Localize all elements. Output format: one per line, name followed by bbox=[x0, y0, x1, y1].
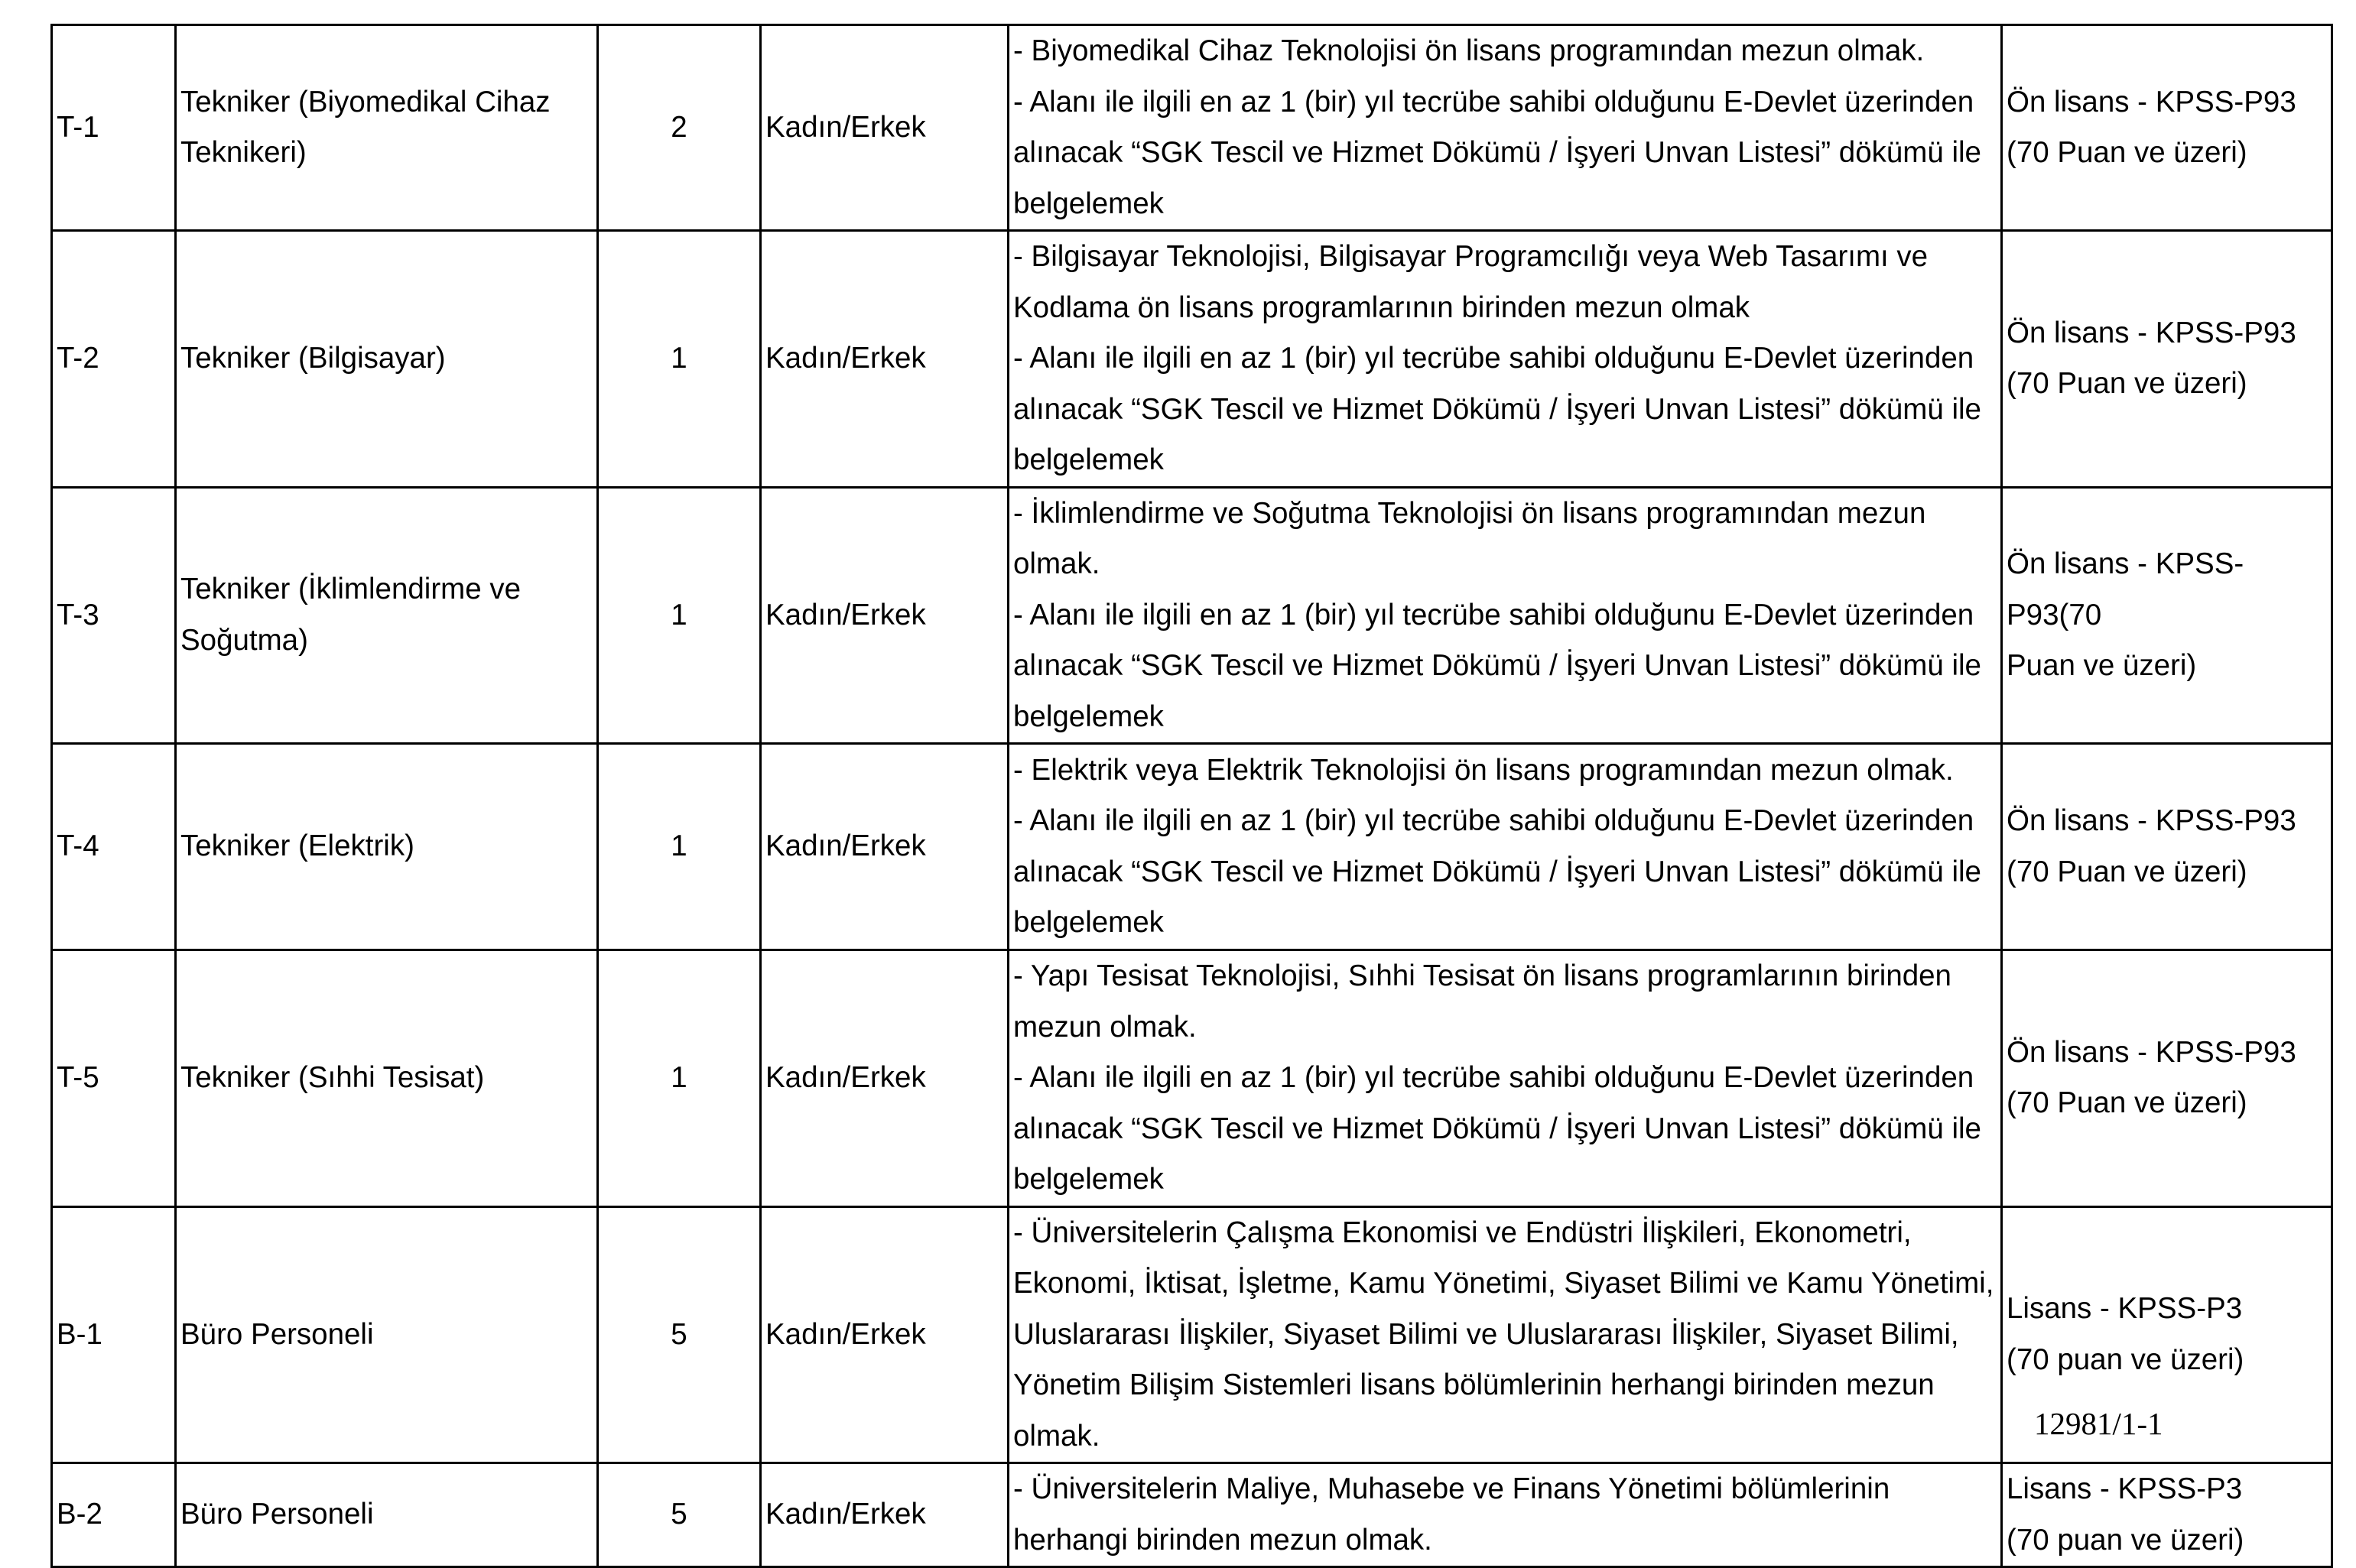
position-count: 5 bbox=[598, 1463, 761, 1567]
position-title: Tekniker (İklimlendirme ve Soğutma) bbox=[176, 487, 598, 744]
requirement-line: - Alanı ile ilgili en az 1 (bir) yıl tecrübe sahibi olduğunu E-Devlet üzerinden alınacak “SGK Tescil ve Hizmet Dökümü / İşyeri Unvan Listesi” dökümü ile belgelemek bbox=[1013, 598, 1981, 733]
document-number: 12981/1-1 bbox=[2034, 1406, 2163, 1441]
position-code: T-4 bbox=[52, 744, 176, 950]
exam-criteria: Ön lisans - KPSS-P93 (70 Puan ve üzeri) bbox=[2002, 950, 2332, 1207]
requirements bbox=[1009, 487, 2002, 744]
requirement-line: - İklimlendirme ve Soğutma Teknolojisi ön lisans programından mezun olmak. bbox=[1013, 496, 1926, 580]
requirement-line: - Üniversitelerin Çalışma Ekonomisi ve Endüstri İlişkileri, Ekonometri, Ekonomi, İktisat, İşletme, Kamu Yönetimi, Siyaset Bilimi ve Kamu Yönetimi, Uluslararası İlişkiler, Siyaset Bilimi ve Uluslararası İlişkiler, Siyaset Bilimi, Yönetim Bilişim Sistemleri lisans bölümlerinin herhangi birinden mezun olmak. bbox=[1013, 1216, 1994, 1453]
requirements bbox=[1009, 744, 2002, 950]
gender: Kadın/Erkek bbox=[761, 1206, 1009, 1463]
requirement-line: - Yapı Tesisat Teknolojisi, Sıhhi Tesisat ön lisans programlarının birinden mezun olmak. bbox=[1013, 959, 1951, 1044]
table-row bbox=[52, 950, 2332, 1207]
requirements bbox=[1009, 231, 2002, 488]
exam-criteria: Ön lisans - KPSS-P93 (70 Puan ve üzeri) bbox=[2002, 744, 2332, 950]
requirements bbox=[1009, 1463, 2002, 1567]
table-row bbox=[52, 25, 2332, 231]
requirement-line: - Alanı ile ilgili en az 1 (bir) yıl tecrübe sahibi olduğunu E-Devlet üzerinden alınacak “SGK Tescil ve Hizmet Dökümü / İşyeri Unvan Listesi” dökümü ile belgelemek bbox=[1013, 342, 1981, 476]
table-row bbox=[52, 744, 2332, 950]
requirement-line: - Üniversitelerin Maliye, Muhasebe ve Finans Yönetimi bölümlerinin herhangi birinden mezun olmak. bbox=[1013, 1472, 1890, 1557]
gender: Kadın/Erkek bbox=[761, 744, 1009, 950]
position-code: B-1 bbox=[52, 1206, 176, 1463]
gender: Kadın/Erkek bbox=[761, 950, 1009, 1207]
requirement-line: - Bilgisayar Teknolojisi, Bilgisayar Programcılığı veya Web Tasarımı ve Kodlama ön lisans programlarının birinden mezun olmak bbox=[1013, 240, 1929, 324]
requirement-line: - Alanı ile ilgili en az 1 (bir) yıl tecrübe sahibi olduğunu E-Devlet üzerinden alınacak “SGK Tescil ve Hizmet Dökümü / İşyeri Unvan Listesi” dökümü ile belgelemek bbox=[1013, 804, 1981, 939]
table-row bbox=[52, 1463, 2332, 1567]
position-title: Büro Personeli bbox=[176, 1463, 598, 1567]
requirements bbox=[1009, 950, 2002, 1207]
position-code: T-1 bbox=[52, 25, 176, 231]
gender: Kadın/Erkek bbox=[761, 487, 1009, 744]
position-title: Büro Personeli bbox=[176, 1206, 598, 1463]
requirement-line: - Biyomedikal Cihaz Teknolojisi ön lisans programından mezun olmak. bbox=[1013, 34, 1925, 67]
table-row bbox=[52, 487, 2332, 744]
position-code: T-3 bbox=[52, 487, 176, 744]
requirement-line: - Alanı ile ilgili en az 1 (bir) yıl tecrübe sahibi olduğunu E-Devlet üzerinden alınacak “SGK Tescil ve Hizmet Dökümü / İşyeri Unvan Listesi” dökümü ile belgelemek bbox=[1013, 85, 1981, 220]
exam-criteria: Ön lisans - KPSS-P93 (70 Puan ve üzeri) bbox=[2002, 231, 2332, 488]
table-row bbox=[52, 231, 2332, 488]
requirement-line: - Elektrik veya Elektrik Teknolojisi ön lisans programından mezun olmak. bbox=[1013, 753, 1954, 787]
gender: Kadın/Erkek bbox=[761, 231, 1009, 488]
position-title: Tekniker (Sıhhi Tesisat) bbox=[176, 950, 598, 1207]
table-row bbox=[52, 1206, 2332, 1463]
position-count: 2 bbox=[598, 25, 761, 231]
position-count: 1 bbox=[598, 487, 761, 744]
exam-criteria: Ön lisans - KPSS-P93 (70 Puan ve üzeri) bbox=[2002, 25, 2332, 231]
position-count: 1 bbox=[598, 950, 761, 1207]
position-count: 1 bbox=[598, 231, 761, 488]
requirement-line: - Alanı ile ilgili en az 1 (bir) yıl tecrübe sahibi olduğunu E-Devlet üzerinden alınacak “SGK Tescil ve Hizmet Dökümü / İşyeri Unvan Listesi” dökümü ile belgelemek bbox=[1013, 1061, 1981, 1196]
exam-criteria: Lisans - KPSS-P3 (70 puan ve üzeri) bbox=[2002, 1206, 2332, 1463]
position-code: T-5 bbox=[52, 950, 176, 1207]
requirements bbox=[1009, 25, 2002, 231]
exam-criteria: Ön lisans - KPSS-P93(70 Puan ve üzeri) bbox=[2002, 487, 2332, 744]
position-count: 5 bbox=[598, 1206, 761, 1463]
position-count: 1 bbox=[598, 744, 761, 950]
gender: Kadın/Erkek bbox=[761, 1463, 1009, 1567]
position-title: Tekniker (Elektrik) bbox=[176, 744, 598, 950]
gender: Kadın/Erkek bbox=[761, 25, 1009, 231]
position-title: Tekniker (Bilgisayar) bbox=[176, 231, 598, 488]
job-requirements-table bbox=[50, 24, 2333, 1568]
requirements bbox=[1009, 1206, 2002, 1463]
position-code: B-2 bbox=[52, 1463, 176, 1567]
exam-criteria: Lisans - KPSS-P3 (70 puan ve üzeri) bbox=[2002, 1463, 2332, 1567]
position-title: Tekniker (Biyomedikal Cihaz Teknikeri) bbox=[176, 25, 598, 231]
position-code: T-2 bbox=[52, 231, 176, 488]
